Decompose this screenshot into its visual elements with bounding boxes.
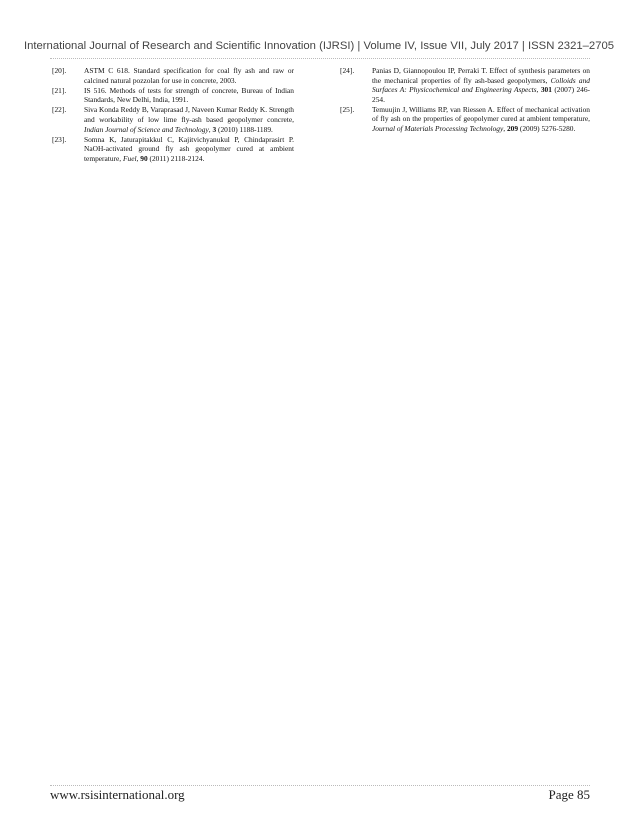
page-number: Page 85 bbox=[548, 787, 590, 802]
volume-number: 90 bbox=[140, 153, 148, 163]
reference-item bbox=[52, 135, 294, 164]
reference-item bbox=[52, 105, 294, 134]
reference-text: Somna K, Jaturapitakkul C, Kajitvichyanukul P, Chindaprasirt P. NaOH-activated ground fly ash geopolymer cured at ambient temperature, Fuel, 90 (2011) 2118-2124. bbox=[84, 134, 294, 163]
header-divider bbox=[50, 57, 590, 59]
reference-number: [25]. bbox=[340, 104, 355, 114]
reference-item bbox=[340, 66, 590, 104]
reference-number: [20]. bbox=[52, 66, 67, 75]
reference-item bbox=[52, 66, 294, 85]
journal-name: Journal of Materials Processing Technology bbox=[372, 124, 504, 134]
volume-number: 209 bbox=[506, 124, 519, 134]
reference-text: IS 516. Methods of tests for strength of concrete, Bureau of Indian Standards, New Delhi, India, 1991. bbox=[84, 85, 294, 105]
references-left-column bbox=[52, 66, 294, 164]
journal-name: Fuel bbox=[123, 153, 137, 163]
journal-name: Indian Journal of Science and Technology bbox=[84, 124, 209, 134]
reference-text: ASTM C 618. Standard specification for coal fly ash and raw or calcined natural pozzolan for use in concrete, 2003. bbox=[84, 66, 294, 85]
footer-website: www.rsisinternational.org bbox=[50, 787, 185, 802]
reference-item bbox=[52, 86, 294, 105]
journal-header: International Journal of Research and Scientific Innovation (IJRSI) | Volume IV, Issue VII, July 2017 | ISSN 2321–2705 bbox=[23, 40, 615, 52]
volume-number: 301 bbox=[540, 85, 552, 95]
references-right-column bbox=[340, 66, 590, 134]
reference-item bbox=[340, 105, 590, 134]
reference-number: [22]. bbox=[52, 105, 67, 115]
volume-number: 3 bbox=[212, 124, 217, 134]
reference-text: Panias D, Giannopoulou IP, Perraki T. Effect of synthesis parameters on the mechanical properties of fly ash-based geopolymers, Colloids and Surfaces A: Physicochemical and Engineering Aspects, 301 (2007) 246-254. bbox=[372, 66, 590, 104]
reference-number: [24]. bbox=[340, 66, 355, 75]
reference-text: Temuujin J, Williams RP, van Riessen A. Effect of mechanical activation of fly ash on the properties of geopolymer cured at ambient temperature, Journal of Materials Processing Technology, 209 (2009) 5276-5280. bbox=[372, 104, 590, 134]
reference-number: [21]. bbox=[52, 85, 67, 95]
journal-name: Colloids and Surfaces A: Physicochemical and Engineering Aspects bbox=[372, 75, 590, 95]
footer-divider bbox=[50, 784, 590, 786]
reference-text: Siva Konda Reddy B, Varaprasad J, Naveen Kumar Reddy K. Strength and workability of low lime fly-ash based geopolymer concrete, Indian Journal of Science and Technology, 3 (2010) 1188-1189. bbox=[84, 105, 294, 134]
reference-number: [23]. bbox=[52, 134, 67, 144]
